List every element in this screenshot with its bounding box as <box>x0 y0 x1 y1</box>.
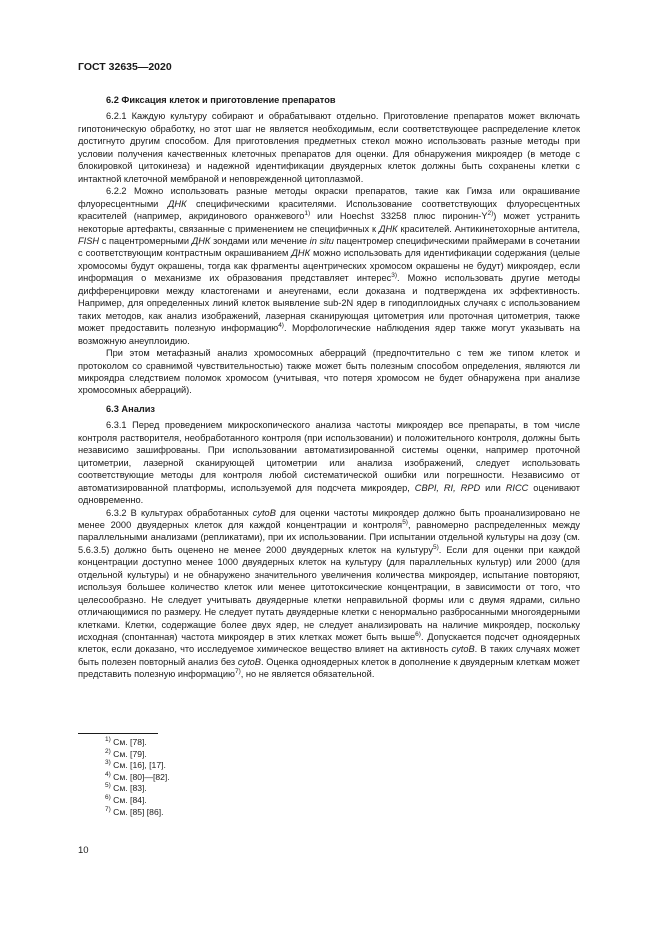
footnote-ref: 3) <box>391 272 398 280</box>
document-header: ГОСТ 32635—2020 <box>78 61 172 73</box>
footnote-divider <box>78 733 158 734</box>
document-body <box>78 94 580 681</box>
footnote-item: $^{1)}$ См. [78]. <box>105 736 147 747</box>
footnote-ref: 7) <box>234 668 241 676</box>
footnote-item: $^{6)}$ См. [84]. <box>105 794 147 805</box>
footnote-item: $^{7)}$ См. [85] [86]. <box>105 805 164 817</box>
footnote-item: $^{3)}$ См. [16], [17]. <box>105 759 166 771</box>
section-title-6-3: 6.3 Анализ <box>106 403 156 414</box>
page-number: 10 <box>78 845 89 856</box>
section-title-6-2: 6.2 Фиксация клеток и приготовление препаратов <box>106 95 336 105</box>
footnote-ref: 5) <box>402 518 408 526</box>
footnote-ref: 4) <box>278 322 284 330</box>
footnote-ref: 6) <box>415 630 421 638</box>
paragraph-6-2-1: 6.2.1 Каждую культуру собирают и обрабатывают отдельно. Приготовление препаратов может включать гипотоническую обработку, но этот шаг не является необходимым, если соответствующее распределение клеток достигнуто другим способом. Для приготовления предметных стекол можно использовать разные методы при условии получения качественных клеточных препаратов для оценки. Для обнаружения микроядер (в методе с блокировкой цитокинеза) и надежной идентификации двуядерных клеток должны быть сохранены клетки с интактной клеточной мембраной и неповрежденной цитоплазмой. <box>78 111 580 184</box>
footnote-ref: 1) <box>304 210 311 217</box>
footnote-ref: 2) <box>487 210 494 217</box>
paragraph-6-2-2: 6.2.2 Можно использовать разные методы окраски препаратов, такие как Гимза или окрашивание флуоресцентными ДНК специфическими красителями. Использование соответствующих флуоресцентных красителей (например, акридинового оранжевого$^{1)}$ или Hoechst 33258 плюс пиронин-$Y^{2)}$) может устранить некоторые артефакты, связанные с применением не специфичных к ДНК красителей. Антикинетохорные антитела, FISH с пацентромерными ДНК зондами или мечение in situ пацентромер специфическими праймерами в сочетании с соответствующим контрастным окрашиванием ДНК можно использовать для идентификации содержания (целые хромосомы будут окрашены, тогда как фрагменты ацентрических хромосом окрашены не будут) микроядер, если информация о механизме их образования представляет интерес$^{3)}$. Можно использовать другие методы дифференцировки между кластогенами и анеугенами, если доказана и подтверждена их эффективность. Например, для определенных линий клеток выявление sub-2N ядер в гиподиплоидных случаях с использованием таких методов, как анализ изображений, лазерная сканирующая цитометрия или проточная цитометрия, также может предоставить полезную информацию$^{4)}$. Морфологические наблюдения ядер также могут указывать на возможную анеуплоидию. <box>78 186 580 346</box>
paragraph-6-3-1: 6.3.1 Перед проведением микроскопического анализа частоты микроядер все препараты, в том числе контроля растворителя, необработанного контроля (при использовании) и положительного контроля, должны быть независимо зашифрованы. При использовании автоматизированной системы оценки, например проточной цитометрии, лазерной сканирующей цитометрии или анализа изображений, следует использовать соответствующие методы для контроля любой систематической ошибки или погрешности. Независимо от автоматизированной платформы, используемой для подсчета микроядер, CBPI, RI, RPD или RICC оценивают одновременно. <box>78 420 580 506</box>
paragraph-6-3-2: 6.3.2 В культурах обработанных cytoB для оценки частоты микроядер должно быть проанализировано не менее 2000 двуядерных клеток для каждой концентрации и контроля$^{5)}$, равномерно распределенных между параллельными анализами (репликатами), при их использовании. При испытании отдельной культуры на дозу (см. 5.6.3.5) должно быть оценено не менее 2000 двуядерных клеток на культуру$^{5)}$. Если для оценки при каждой концентрации доступно менее 1000 двуядерных клеток на культуру (для параллельных культур) или 2000 (для отдельной культуры) и не обнаружено значительного увеличения количества микроядер, испытание повторяют, используя большее количество клеток или менее цитотоксические концентрации, в зависимости от того, что целесообразно. Не следует учитывать двуядерные клетки неправильной формы или с двумя ядрами, сильно отличающимися по размеру. Не следует путать двуядерные клетки с ненормально разбросанными многоядерными клетками. Клетки, содержащие более двух ядер, не следует анализировать на наличие микроядер, поскольку исходная (спонтанная) частота микроядер в этих клетках может быть выше$^{6)}$. Допускается подсчет одноядерных клеток, если доказано, что исследуемое химическое вещество влияет на активность cytoB. В таких случаях может быть полезен повторный анализ без cytoB. Оценка одноядерных клеток в дополнение к двуядерным клеткам может представить полезную информацию$^{7)}$, но не является обязательной. <box>78 507 580 680</box>
footnote-item: $^{5)}$ См. [83]. <box>105 782 147 794</box>
paragraph-6-2-3: При этом метафазный анализ хромосомных аберраций (предпочтительно с тем же типом клеток и протоколом со сравнимой чувствительностью) также может быть полезным способом определения, являются ли микроядра следствием поломок хромосом (учитывая, что потеря хромосом не будет обнаружена при анализе хромосомных аберраций). <box>78 348 580 396</box>
footnotes <box>78 737 170 818</box>
footnote-item: $^{4)}$ См. [80]—[82]. <box>105 770 170 782</box>
footnote-item: $^{2)}$ См. [79]. <box>105 747 147 759</box>
footnote-ref: 5) <box>432 543 439 551</box>
